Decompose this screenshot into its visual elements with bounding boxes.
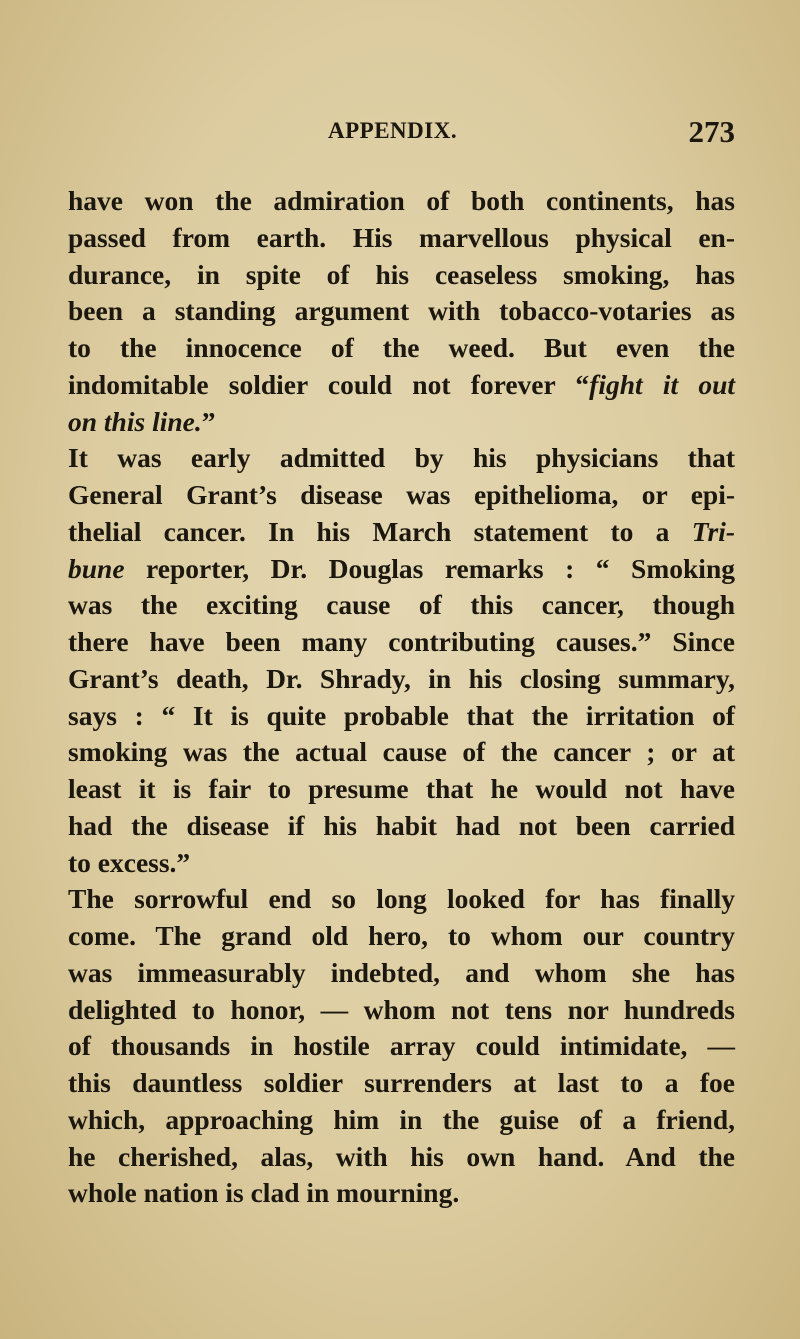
page-header	[68, 114, 735, 158]
text-line	[68, 992, 735, 1029]
text-segment: Grant’s death, Dr. Shrady, in his closing summary,	[68, 662, 735, 694]
text-segment: smoking was the actual cause of the cancer ; or at	[68, 736, 735, 768]
text-segment: come. The grand old hero, to whom our country	[68, 920, 735, 951]
text-segment: whole nation is clad in mourning.	[68, 1177, 460, 1209]
text-segment: was immeasurably indebted, and whom she has	[68, 956, 735, 988]
italic-text: bune	[68, 552, 125, 584]
text-line	[68, 771, 735, 808]
text-segment: says : “ It is quite probable that the irritation of	[68, 699, 735, 731]
text-line	[68, 551, 735, 588]
text-line	[68, 330, 735, 367]
text-segment: there have been many contributing causes.” Since	[68, 626, 735, 657]
italic-text: on this line.	[68, 405, 202, 437]
text-segment: been a standing argument with tobacco-votaries as	[68, 295, 735, 327]
text-line	[68, 734, 735, 771]
text-segment: this dauntless soldier surrenders at last to a foe	[68, 1067, 735, 1098]
text-line	[68, 661, 735, 698]
text-line	[68, 404, 735, 441]
text-segment: The sorrowful end so long looked for has finally	[68, 883, 735, 915]
text-line	[68, 293, 735, 330]
text-line	[68, 257, 735, 294]
page-number: 273	[688, 114, 735, 149]
running-head: APPENDIX.	[328, 118, 458, 143]
text-segment: which, approaching him in the guise of a friend,	[68, 1103, 735, 1135]
text-segment: thelial cancer. In his March statement to a	[68, 515, 692, 547]
text-line	[68, 845, 735, 882]
text-segment: It was early admitted by his physicians that	[68, 442, 735, 474]
text-segment: to excess.”	[68, 846, 191, 878]
text-line	[68, 367, 735, 404]
text-line	[68, 1065, 735, 1102]
text-segment: General Grant’s disease was epithelioma, or epi-	[68, 479, 735, 510]
text-line	[68, 918, 735, 955]
text-segment: he cherished, alas, with his own hand. And the	[68, 1140, 735, 1172]
text-segment: had the disease if his habit had not been carried	[68, 809, 735, 841]
text-segment: have won the admiration of both continents, has	[68, 185, 735, 216]
text-line	[68, 624, 735, 661]
text-line	[68, 587, 735, 624]
text-segment: least it is fair to presume that he would not have	[68, 773, 735, 804]
text-line	[68, 881, 735, 918]
text-segment: indomitable soldier could not forever “	[68, 368, 590, 400]
text-line	[68, 477, 735, 514]
text-line	[68, 955, 735, 992]
text-segment: of thousands in hostile array could intimidate, —	[68, 1030, 735, 1062]
text-line	[68, 1139, 735, 1176]
text-line	[68, 183, 735, 220]
text-segment: ”	[201, 405, 216, 437]
text-line	[68, 440, 735, 477]
text-line	[68, 514, 735, 551]
text-line	[68, 1175, 735, 1212]
italic-text: fight it out	[589, 368, 736, 400]
text-segment: durance, in spite of his ceaseless smoking, has	[68, 258, 735, 290]
text-segment: was the exciting cause of this cancer, though	[68, 589, 735, 621]
italic-text: Tri-	[691, 515, 735, 547]
text-line	[68, 220, 735, 257]
text-segment: passed from earth. His marvellous physical en-	[68, 221, 735, 253]
body-text	[68, 183, 735, 1212]
text-segment: to the innocence of the weed. But even the	[68, 332, 735, 363]
text-segment: delighted to honor, — whom not tens nor hundreds	[68, 993, 735, 1025]
text-line	[68, 698, 735, 735]
text-line	[68, 808, 735, 845]
text-line	[68, 1102, 735, 1139]
text-line	[68, 1028, 735, 1065]
text-segment: reporter, Dr. Douglas remarks : “ Smoking	[124, 552, 735, 584]
